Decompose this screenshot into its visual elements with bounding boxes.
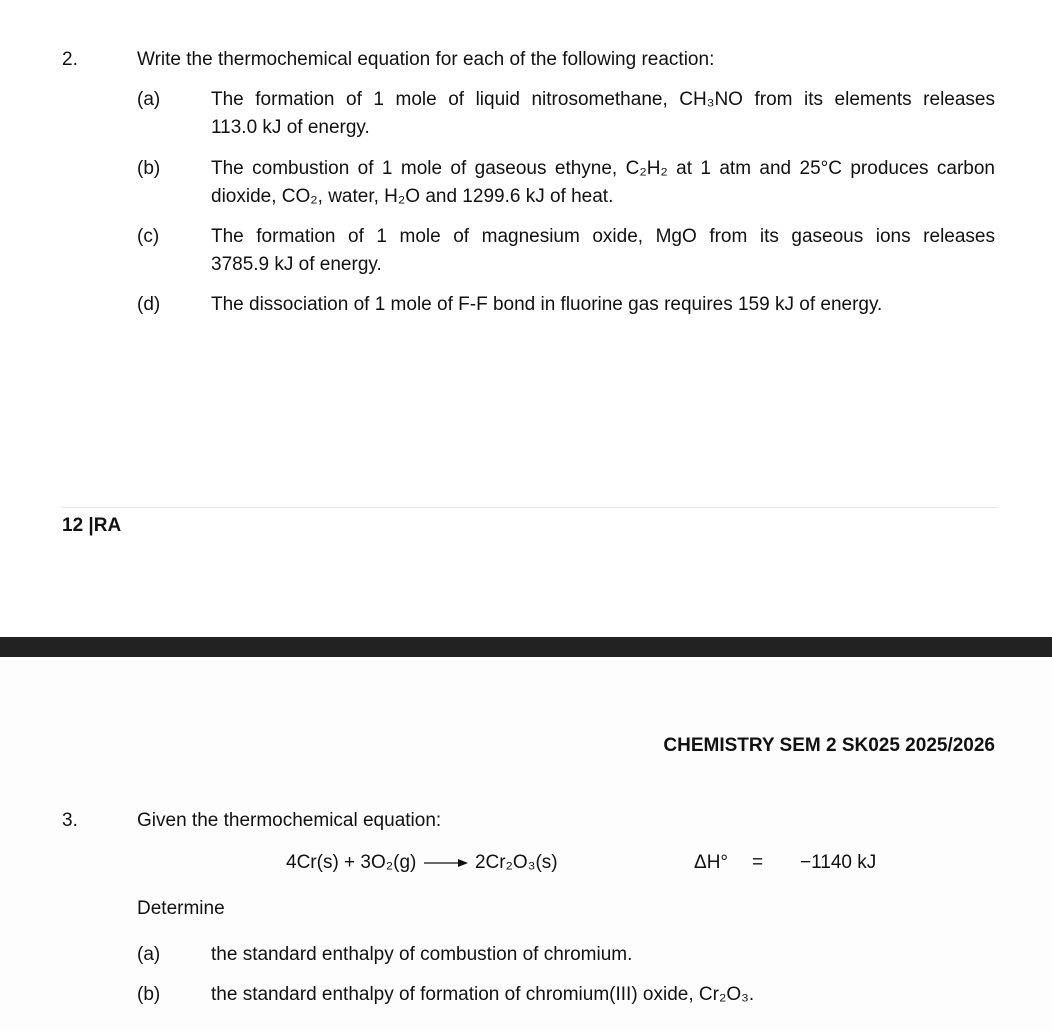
enthalpy-label: ΔH°: [694, 852, 729, 873]
q2-part-a-line1: The formation of 1 mole of liquid nitrosomethane, CH₃NO from its elements releases: [211, 89, 995, 110]
reaction-arrow-icon: [422, 857, 470, 869]
q2-part-b-text: [211, 155, 995, 211]
q2-part-a-text: [211, 86, 995, 142]
footer-rule: [62, 507, 998, 508]
question-3-number: 3.: [62, 810, 78, 831]
question-3-stem: Given the thermochemical equation:: [137, 810, 442, 831]
q2-part-d-label: (d): [137, 294, 161, 315]
page-13: [0, 657, 1052, 1031]
q2-part-a-label: (a): [137, 89, 161, 110]
q2-part-c-line1: The formation of 1 mole of magnesium oxide, MgO from its gaseous ions releases: [211, 226, 995, 247]
q2-part-c-line2: 3785.9 kJ of energy.: [211, 254, 382, 275]
q2-part-b-label: (b): [137, 158, 161, 179]
q2-part-c-label: (c): [137, 226, 160, 247]
enthalpy-value: −1140 kJ: [800, 852, 877, 873]
q3-part-a-text: the standard enthalpy of combustion of chromium.: [211, 944, 633, 965]
q2-part-b-line1: The combustion of 1 mole of gaseous ethyne, C₂H₂ at 1 atm and 25°C produces carbon: [211, 158, 995, 179]
q3-part-b-text: the standard enthalpy of formation of chromium(III) oxide, Cr₂O₃.: [211, 984, 755, 1005]
q3-part-a-label: (a): [137, 944, 161, 965]
q2-part-d-line1: The dissociation of 1 mole of F-F bond in fluorine gas requires 159 kJ of energy.: [211, 294, 883, 315]
q2-part-c-text: [211, 223, 995, 279]
q2-part-d-text: [211, 291, 995, 319]
q2-part-a-line2: 113.0 kJ of energy.: [211, 117, 370, 138]
thermochemical-equation: [286, 849, 558, 877]
q2-part-b-line2: dioxide, CO₂, water, H₂O and 1299.6 kJ of heat.: [211, 186, 614, 207]
question-2-stem: Write the thermochemical equation for each of the following reaction:: [137, 49, 715, 70]
q3-part-b-label: (b): [137, 984, 161, 1005]
determine-label: Determine: [137, 898, 225, 919]
question-2-number: 2.: [62, 49, 78, 70]
page-header: CHEMISTRY SEM 2 SK025 2025/2026: [663, 735, 995, 756]
equation-reactants: 4Cr(s) + 3O₂(g): [286, 852, 417, 873]
page-footer: 12 |RA: [62, 515, 122, 536]
enthalpy-equals: =: [752, 852, 764, 873]
equation-products: 2Cr₂O₃(s): [474, 852, 558, 873]
page-separator: [0, 637, 1052, 657]
